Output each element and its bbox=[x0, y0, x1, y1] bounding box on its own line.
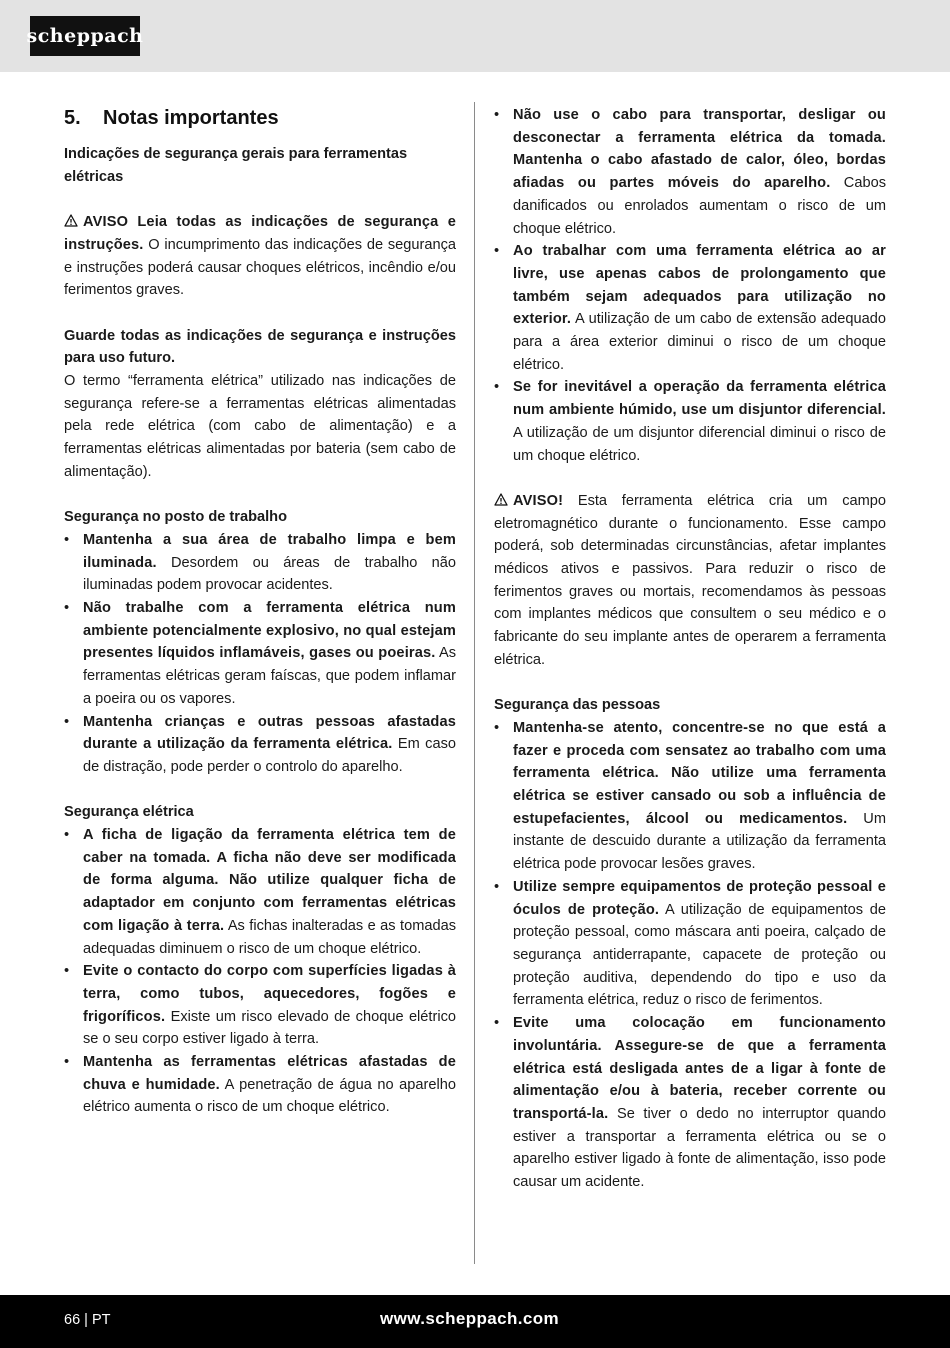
warning-triangle-icon bbox=[494, 493, 508, 506]
list-item-text: A utilização de um cabo de extensão adequado para a área exterior diminui o risco de um choque elétrico. bbox=[513, 311, 886, 373]
general-safety-heading: Indicações de segurança gerais para ferramentas elétricas bbox=[64, 146, 408, 185]
list-item-text: Em caso de distração, pode perder o controlo do aparelho. bbox=[83, 736, 457, 775]
section-number: 5. bbox=[64, 107, 81, 129]
list-item bbox=[494, 1012, 886, 1194]
workplace-list bbox=[64, 529, 456, 779]
list-item-bold: Ao trabalhar com uma ferramenta elétrica ao ar livre, use apenas cabos de prolongamento que também sejam adequados para utilização no exterior. bbox=[513, 243, 886, 328]
persons-safety-heading: Segurança das pessoas bbox=[494, 697, 661, 714]
list-item bbox=[64, 824, 456, 960]
electrical-safety-heading: Segurança elétrica bbox=[64, 804, 194, 821]
logo-text: scheppach bbox=[26, 25, 144, 47]
warning-1-text: O incumprimento das indicações de segurança e instruções poderá causar choques elétricos, incêndio e/ou ferimentos graves. bbox=[64, 236, 456, 299]
list-item-text: Cabos danificados ou enrolados aumentam o risco de um choque elétrico. bbox=[513, 175, 886, 237]
list-item-text: As ferramentas elétricas geram faíscas, que podem inflamar a poeira ou os vapores. bbox=[83, 645, 456, 707]
list-item bbox=[64, 1051, 456, 1119]
right-column bbox=[494, 104, 886, 1194]
list-item bbox=[64, 529, 456, 597]
workplace-heading: Segurança no posto de trabalho bbox=[64, 509, 287, 526]
list-item-bold: Mantenha as ferramentas elétricas afastadas de chuva e humidade. bbox=[83, 1054, 456, 1093]
list-item bbox=[494, 376, 886, 467]
list-item bbox=[494, 717, 886, 876]
list-item bbox=[64, 960, 456, 1051]
list-item-bold: Não use o cabo para transportar, desligar ou desconectar a ferramenta elétrica da tomada. Mantenha o cabo afastado de calor, óleo, bordas afiadas ou partes móveis do aparelho. bbox=[513, 107, 886, 192]
warning-1-bold: AVISO Leia todas as indicações de segurança e instruções. bbox=[64, 214, 456, 253]
section-title bbox=[64, 104, 456, 132]
list-item bbox=[494, 876, 886, 1012]
list-item-bold: Mantenha a sua área de trabalho limpa e bem iluminada. bbox=[83, 531, 456, 571]
list-item-bold: Evite o contacto do corpo com superfícies ligadas à terra, como tubos, aquecedores, fogões e frigoríficos. bbox=[83, 963, 456, 1025]
section-title-text: Notas importantes bbox=[103, 107, 279, 129]
list-item-text: Se tiver o dedo no interruptor quando estiver a transportar a ferramenta elétrica ou se o aparelho estiver ligado à fonte de alimentação, isso pode causar um acidente. bbox=[513, 1105, 886, 1191]
warning-paragraph-2 bbox=[494, 490, 886, 672]
list-item bbox=[64, 597, 456, 711]
list-item-bold: Utilize sempre equipamentos de proteção pessoal e óculos de proteção. bbox=[513, 878, 886, 918]
scheppach-logo bbox=[26, 16, 144, 56]
list-item-text: As fichas inalteradas e as tomadas adequadas diminuem o risco de um choque elétrico. bbox=[83, 917, 456, 957]
left-column bbox=[64, 104, 456, 1119]
list-item-text: Um instante de descuido durante a utilização da ferramenta elétrica pode provocar lesões graves. bbox=[513, 810, 886, 873]
warning-triangle-icon bbox=[64, 214, 78, 227]
list-item-bold: Não trabalhe com a ferramenta elétrica num ambiente potencialmente explosivo, no qual estejam presentes líquidos inflamáveis, gases ou poeiras. bbox=[83, 600, 456, 662]
list-item-bold: Evite uma colocação em funcionamento involuntária. Assegure-se de que a ferramenta elétrica está desligada antes de a ligar à fonte de alimentação e/ou à bateria, receber corrente ou transportá-la. bbox=[513, 1015, 886, 1122]
list-item bbox=[494, 104, 886, 240]
page-indicator bbox=[64, 1310, 111, 1330]
list-item-bold: Se for inevitável a operação da ferramenta elétrica num ambiente húmido, use um disjuntor diferencial. bbox=[513, 379, 886, 419]
list-item-bold: Mantenha crianças e outras pessoas afastadas durante a utilização da ferramenta elétrica. bbox=[83, 713, 456, 753]
electrical-list bbox=[64, 824, 456, 1119]
list-item-text: A utilização de equipamentos de proteção pessoal, como máscara anti poeira, calçado de segurança antiderrapante, capacete de proteção ou proteção auditiva, dependendo do tipo e uso da ferramenta elétrica, reduz o risco de ferimentos. bbox=[513, 901, 886, 1009]
list-item bbox=[64, 711, 456, 779]
page-number: 66 bbox=[64, 1312, 81, 1328]
language-code: PT bbox=[91, 1312, 111, 1328]
list-item-text: Desordem ou áreas de trabalho não iluminadas podem provocar acidentes. bbox=[83, 554, 456, 594]
footer-band bbox=[0, 1295, 950, 1348]
keep-instructions-heading: Guarde todas as indicações de segurança e instruções para uso futuro. bbox=[64, 327, 456, 367]
electrical-list-continued bbox=[494, 104, 886, 467]
page-separator: | bbox=[84, 1312, 92, 1328]
warning-2-bold: AVISO! bbox=[513, 492, 564, 509]
list-item-text: Existe um risco elevado de choque elétrico se o seu corpo estiver ligado à terra. bbox=[83, 1008, 456, 1048]
list-item-text: A utilização de um disjuntor diferencial diminui o risco de um choque elétrico. bbox=[513, 424, 886, 464]
website-url[interactable]: www.scheppach.com bbox=[380, 1309, 560, 1328]
column-divider bbox=[474, 102, 475, 1264]
list-item-bold: A ficha de ligação da ferramenta elétrica tem de caber na tomada. A ficha não deve ser modificada de forma alguma. Não utilize qualquer ficha de adaptador em conjunto com ferramentas elétricas com ligação à terra. bbox=[83, 827, 456, 934]
warning-paragraph-1 bbox=[64, 211, 456, 302]
keep-instructions-text: O termo “ferramenta elétrica” utilizado nas indicações de segurança refere-se a ferramentas elétricas alimentadas pela rede elétrica (com cabo de alimentação) e a ferramentas elétricas alimentadas por bateria (sem cabo de alimentação). bbox=[64, 373, 456, 480]
header-band bbox=[0, 0, 950, 72]
list-item bbox=[494, 240, 886, 376]
persons-list bbox=[494, 717, 886, 1194]
list-item-text: A penetração de água no aparelho elétrico aumenta o risco de um choque elétrico. bbox=[83, 1076, 456, 1116]
warning-2-text: Esta ferramenta elétrica cria um campo eletromagnético durante o funcionamento. Esse campo poderá, sob determinadas circunstâncias, afetar implantes médicos ativos e passivos. Para reduzir o risco de ferimentos graves ou mortais, recomendamos às pessoas com implantes médicos que consultem o seu médico e o fabricante do seu implante antes de operarem a ferramenta elétrica. bbox=[494, 492, 886, 668]
list-item-bold: Mantenha-se atento, concentre-se no que está a fazer e proceda com sensatez ao trabalho com uma ferramenta elétrica. Não utilize uma ferramenta elétrica se estiver cansado ou sob a influência de estupefacientes, álcool ou medicamentos. bbox=[513, 719, 886, 827]
